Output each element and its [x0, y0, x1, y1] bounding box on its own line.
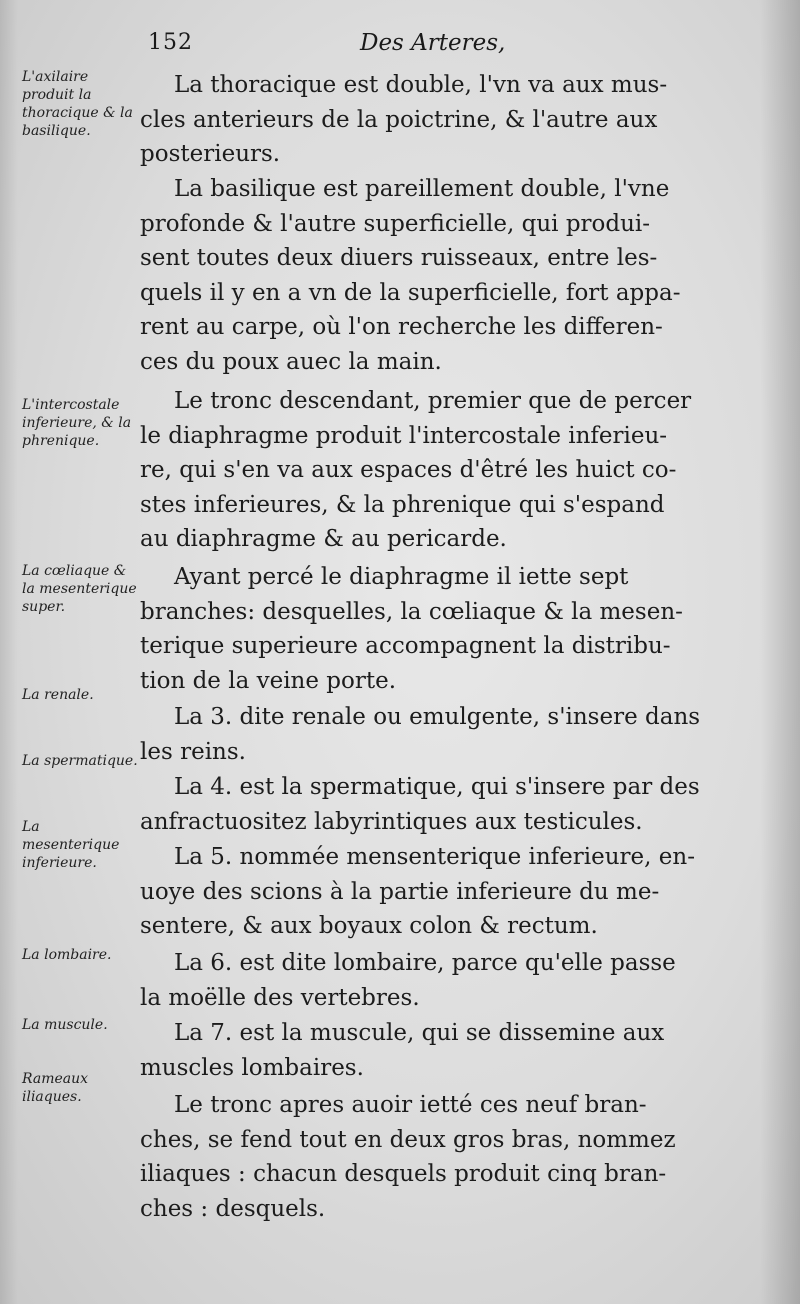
- text-line: ches : desquels.: [140, 1195, 326, 1222]
- margin-note-mesenterique-inf: La mesenterique inferieure.: [22, 819, 120, 871]
- text-line: le diaphragme produit l'intercostale inferieu-: [140, 422, 668, 449]
- text-line: la moëlle des vertebres.: [140, 984, 420, 1011]
- text-line: quels il y en a vn de la superficielle, fort appa-: [140, 279, 681, 306]
- paragraph-sept-branches: [140, 560, 752, 698]
- text-line: Le tronc descendant, premier que de percer: [174, 388, 692, 414]
- paragraph-mesenterique-inf: [140, 840, 752, 944]
- text-line: cles anterieurs de la poictrine, & l'autre aux: [140, 106, 658, 133]
- paragraph-renale: [140, 700, 752, 769]
- text-line: rent au carpe, où l'on recherche les differen-: [140, 314, 663, 340]
- margin-note-renale: La renale.: [22, 687, 94, 703]
- text-line: anfractuositez labyrintiques aux testicules.: [140, 808, 643, 835]
- text-line: muscles lombaires.: [140, 1054, 364, 1081]
- paragraph-muscule: [140, 1016, 752, 1085]
- text-line: ches, se fend tout en deux gros bras, nommez: [140, 1126, 676, 1153]
- text-line: profonde & l'autre superficielle, qui produi-: [140, 210, 651, 237]
- text-line: ces du poux auec la main.: [140, 348, 442, 375]
- running-head: Des Arteres,: [360, 30, 506, 56]
- margin-note-intercostale: L'intercostale inferieure, & la phrenique.: [22, 397, 132, 449]
- margin-note-muscule: La muscule.: [22, 1017, 108, 1033]
- paragraph-tronc-descendant: [140, 384, 752, 557]
- text-line: La 5. nommée mensenterique inferieure, en-: [174, 844, 695, 870]
- paragraph-spermatique: [140, 770, 752, 839]
- text-line: La 6. est dite lombaire, parce qu'elle passe: [174, 950, 676, 976]
- text-line: branches: desquelles, la cœliaque & la mesen-: [140, 598, 683, 625]
- margin-note-lombaire: La lombaire.: [22, 947, 112, 963]
- text-line: les reins.: [140, 738, 246, 765]
- text-line: au diaphragme & au pericarde.: [140, 526, 507, 552]
- text-line: tion de la veine porte.: [140, 667, 397, 694]
- paragraph-basilique: [140, 172, 752, 379]
- text-line: La 7. est la muscule, qui se dissemine aux: [174, 1020, 665, 1046]
- margin-note-spermatique: La spermatique.: [22, 753, 138, 769]
- text-line: sentere, & aux boyaux colon & rectum.: [140, 913, 598, 939]
- text-line: La basilique est pareillement double, l'vne: [174, 176, 670, 202]
- margin-note-iliaques: Rameaux iliaques.: [22, 1071, 89, 1105]
- gutter-shadow: [760, 0, 800, 1304]
- text-line: Le tronc apres auoir ietté ces neuf bran-: [174, 1092, 647, 1118]
- text-line: posterieurs.: [140, 141, 281, 167]
- text-line: sent toutes deux diuers ruisseaux, entre les-: [140, 245, 658, 271]
- text-line: stes inferieures, & la phrenique qui s'espand: [140, 491, 665, 518]
- page-edge-shadow: [0, 0, 18, 1304]
- paragraph-iliaques: [140, 1088, 752, 1226]
- text-line: re, qui s'en va aux espaces d'êtré les huict co-: [140, 457, 677, 483]
- text-line: iliaques : chacun desquels produit cinq bran-: [140, 1161, 667, 1187]
- paragraph-thoracique: [140, 68, 752, 172]
- page-number: 152: [148, 30, 193, 55]
- margin-note-coeliaque: La cœliaque & la mesenterique super.: [22, 563, 137, 615]
- text-line: uoye des scions à la partie inferieure du me-: [140, 878, 660, 905]
- text-line: La 3. dite renale ou emulgente, s'insere dans: [174, 704, 701, 730]
- text-line: Ayant percé le diaphragme il iette sept: [174, 564, 629, 590]
- text-line: terique superieure accompagnent la distribu-: [140, 633, 671, 659]
- text-line: La thoracique est double, l'vn va aux mus-: [174, 72, 668, 98]
- margin-note-axilaire: L'axilaire produit la thoracique & la basilique.: [22, 69, 133, 139]
- paragraph-lombaire: [140, 946, 752, 1015]
- text-line: La 4. est la spermatique, qui s'insere par des: [174, 774, 700, 800]
